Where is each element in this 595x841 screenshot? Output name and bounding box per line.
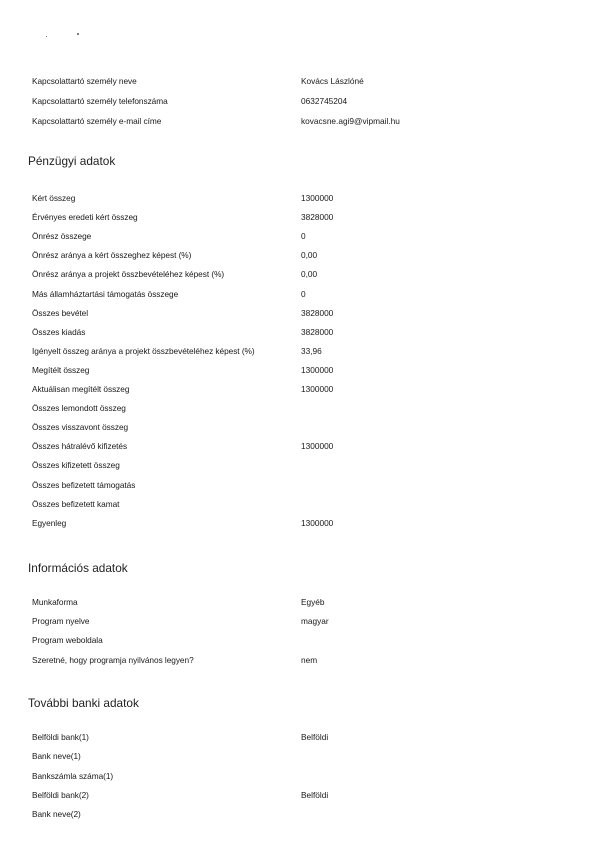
data-row	[32, 327, 572, 341]
data-row	[32, 616, 572, 630]
field-value: 0	[301, 288, 306, 299]
scan-speck	[46, 36, 47, 37]
field-label: Belföldi bank(2)	[32, 789, 89, 800]
section-title-info: Információs adatok	[28, 561, 128, 575]
field-value: 0	[301, 231, 306, 242]
field-label: Kért összeg	[32, 193, 76, 203]
data-row	[32, 96, 572, 110]
field-value: 0,00	[301, 269, 318, 280]
field-label: Önrész aránya a projekt összbevételéhez képest (%)	[32, 269, 225, 280]
field-label: Összes befizetett kamat	[32, 498, 120, 509]
field-label: Összes visszavont összeg	[32, 422, 129, 433]
field-label: Összes hátralévő kifizetés	[32, 441, 128, 452]
data-row	[32, 771, 572, 785]
field-label: Aktuálisan megítélt összeg	[32, 384, 130, 394]
field-label: Bank neve(1)	[32, 751, 81, 762]
data-row	[32, 116, 572, 130]
data-row	[32, 193, 572, 207]
field-label: Önrész aránya a kért összeghez képest (%)	[32, 250, 192, 261]
field-label: Kapcsolattartó személy telefonszáma	[32, 96, 168, 106]
field-label: Összes kiadás	[32, 326, 86, 337]
data-row	[32, 732, 572, 746]
field-label: Összes lemondott összeg	[32, 403, 126, 414]
field-label: Kapcsolattartó személy e-mail címe	[32, 116, 162, 126]
field-label: Önrész összege	[32, 231, 92, 242]
field-label: Más államháztartási támogatás összege	[32, 288, 179, 299]
field-value: 0,00	[301, 250, 318, 261]
data-row	[32, 289, 572, 303]
data-row	[32, 76, 572, 90]
data-row	[32, 751, 572, 765]
data-row	[32, 346, 572, 360]
data-row	[32, 365, 572, 379]
field-label: Igényelt összeg aránya a projekt összbevételéhez képest (%)	[32, 345, 255, 356]
data-row	[32, 460, 572, 474]
field-label: Program weboldala	[32, 635, 103, 646]
field-value: 1300000	[301, 364, 334, 375]
field-label: Megítélt összeg	[32, 364, 90, 375]
data-row	[32, 518, 572, 532]
data-row	[32, 231, 572, 245]
field-value: 1300000	[301, 193, 334, 203]
field-label: Bank neve(2)	[32, 809, 81, 820]
data-row	[32, 250, 572, 264]
field-value: 3828000	[301, 307, 334, 318]
data-row	[32, 655, 572, 669]
field-label: Összes bevétel	[32, 307, 89, 318]
data-row	[32, 384, 572, 398]
field-value: Belföldi	[301, 732, 329, 742]
field-label: Szeretné, hogy programja nyilvános legyen?	[32, 654, 194, 665]
field-value: 3828000	[301, 326, 334, 337]
field-label: Egyenleg	[32, 517, 67, 528]
field-value: magyar	[301, 616, 329, 627]
data-row	[32, 790, 572, 804]
data-row	[32, 212, 572, 226]
field-value: 1300000	[301, 384, 334, 394]
data-row	[32, 269, 572, 283]
data-row	[32, 480, 572, 494]
data-row	[32, 308, 572, 322]
section-title-bank: További banki adatok	[28, 696, 139, 710]
field-label: Belföldi bank(1)	[32, 732, 89, 742]
field-label: Program nyelve	[32, 616, 90, 627]
scan-speck	[77, 33, 79, 35]
field-label: Érvényes eredeti kért összeg	[32, 212, 138, 223]
field-value: Egyéb	[301, 597, 325, 607]
field-label: Összes kifizetett összeg	[32, 460, 120, 471]
data-row	[32, 403, 572, 417]
field-value: nem	[301, 654, 318, 665]
field-value: Belföldi	[301, 789, 329, 800]
data-row	[32, 499, 572, 513]
section-title-financial: Pénzügyi adatok	[28, 154, 116, 168]
field-value: kovacsne.agi9@vipmail.hu	[301, 116, 400, 126]
field-value: 33,96	[301, 345, 322, 356]
data-row	[32, 597, 572, 611]
data-row	[32, 422, 572, 436]
data-row	[32, 809, 572, 823]
field-value: 1300000	[301, 517, 334, 528]
field-value: Kovács Lászlóné	[301, 76, 364, 86]
field-label: Kapcsolattartó személy neve	[32, 76, 137, 86]
field-label: Munkaforma	[32, 597, 78, 607]
data-row	[32, 441, 572, 455]
field-value: 0632745204	[301, 96, 348, 106]
data-row	[32, 635, 572, 649]
field-label: Bankszámla száma(1)	[32, 770, 114, 781]
field-value: 1300000	[301, 441, 334, 452]
field-label: Összes befizetett támogatás	[32, 479, 136, 490]
field-value: 3828000	[301, 212, 334, 223]
